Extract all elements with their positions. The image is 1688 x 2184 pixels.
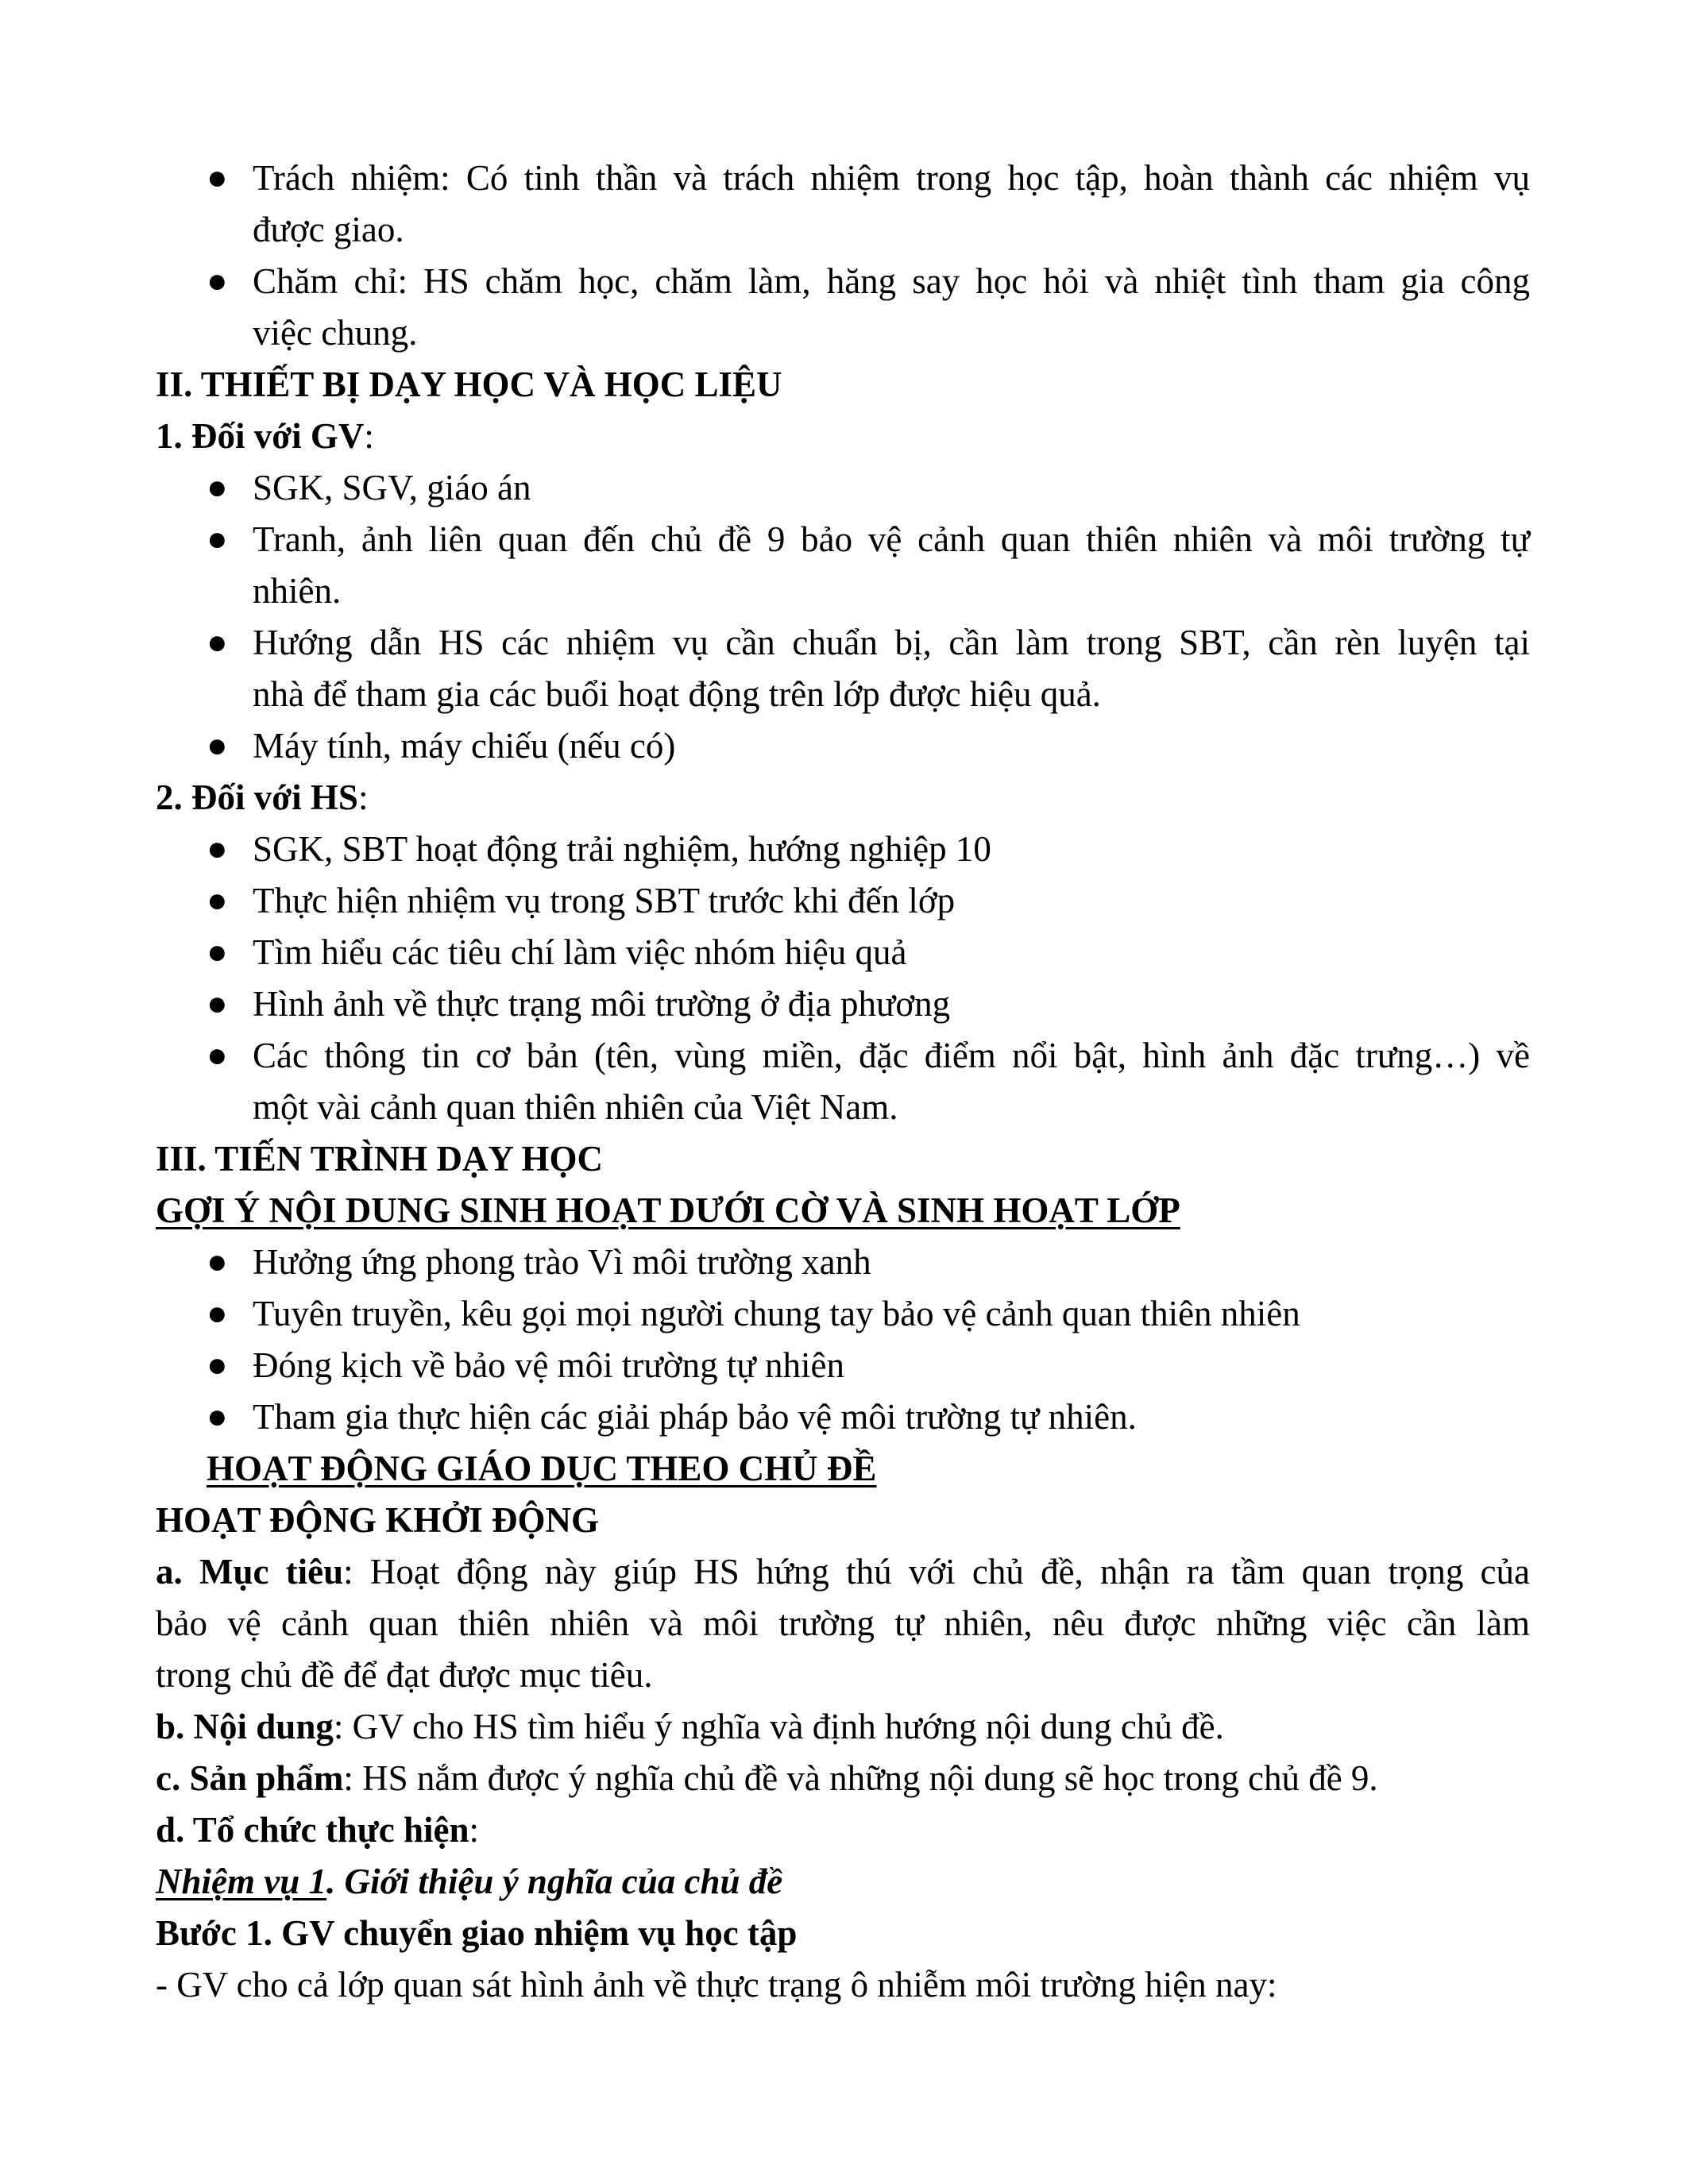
- bullet-icon: ●: [207, 468, 228, 507]
- startup-activity-heading: HOẠT ĐỘNG KHỞI ĐỘNG: [156, 1500, 599, 1540]
- bullet-icon: ●: [207, 726, 228, 765]
- content-line: [156, 1701, 1530, 1753]
- bullet-icon: ●: [207, 1036, 228, 1075]
- suggest-item: Tham gia thực hiện các giải pháp bảo vệ môi trường tự nhiên.: [253, 1397, 1137, 1437]
- suggest-item: Tuyên truyền, kêu gọi mọi người chung tay bảo vệ cảnh quan thiên nhiên: [253, 1294, 1300, 1333]
- hs-item-continued: một vài cảnh quan thiên nhiên của Việt Nam.: [253, 1087, 898, 1127]
- section-heading-equipment: II. THIẾT BỊ DẠY HỌC VÀ HỌC LIỆU: [156, 365, 782, 404]
- gv-item: Máy tính, máy chiếu (nếu có): [253, 726, 676, 766]
- bullet-icon: ●: [207, 1397, 228, 1436]
- diligence-line-2: việc chung.: [253, 313, 418, 353]
- responsibility-line-2: được giao.: [253, 210, 404, 249]
- content-label: b. Nội dung: [156, 1707, 334, 1746]
- section-heading-process: III. TIẾN TRÌNH DẠY HỌC: [156, 1139, 604, 1179]
- gv-item: Hướng dẫn HS các nhiệm vụ cần chuẩn bị, cần làm trong SBT, cần rèn luyện tại: [253, 623, 1530, 662]
- task1-label: Nhiệm vụ 1: [156, 1862, 327, 1901]
- bullet-icon: ●: [207, 1242, 228, 1281]
- hs-item: Tìm hiểu các tiêu chí làm việc nhóm hiệu quả: [253, 932, 907, 972]
- diligence-line-1: Chăm chỉ: HS chăm học, chăm làm, hăng say học hỏi và nhiệt tình tham gia công: [253, 261, 1530, 301]
- objective-text: : Hoạt động này giúp HS hứng thú với chủ đề, nhận ra tầm quan trọng của: [343, 1552, 1530, 1592]
- product-label: c. Sản phẩm: [156, 1758, 344, 1798]
- suggest-item: Hưởng ứng phong trào Vì môi trường xanh: [253, 1242, 871, 1282]
- gv-label: 1. Đối với GV: [156, 416, 365, 456]
- step1-heading: Bước 1. GV chuyển giao nhiệm vụ học tập: [156, 1913, 798, 1953]
- gv-item-continued: nhà để tham gia các buổi hoạt động trên lớp được hiệu quả.: [253, 674, 1101, 714]
- task1-heading: [156, 1856, 1530, 1908]
- objective-label: a. Mục tiêu: [156, 1552, 344, 1592]
- objective-line-1: [156, 1546, 1530, 1598]
- objective-line-3: trong chủ đề để đạt được mục tiêu.: [156, 1655, 653, 1695]
- bullet-icon: ●: [207, 881, 228, 920]
- gv-item: Tranh, ảnh liên quan đến chủ đề 9 bảo vệ cảnh quan thiên nhiên và môi trường tự: [253, 519, 1530, 559]
- bullet-icon: ●: [207, 158, 228, 197]
- organize-label: d. Tổ chức thực hiện: [156, 1810, 469, 1850]
- product-text: : HS nắm được ý nghĩa chủ đề và những nội dung sẽ học trong chủ đề 9.: [343, 1758, 1378, 1798]
- gv-item-continued: nhiên.: [253, 571, 342, 611]
- hs-item: SGK, SBT hoạt động trải nghiệm, hướng nghiệp 10: [253, 829, 991, 869]
- product-line: [156, 1753, 1530, 1804]
- content-text: : GV cho HS tìm hiểu ý nghĩa và định hướng nội dung chủ đề.: [333, 1707, 1224, 1746]
- hs-item: Thực hiện nhiệm vụ trong SBT trước khi đến lớp: [253, 881, 956, 920]
- bullet-icon: ●: [207, 1294, 228, 1333]
- hs-colon: :: [357, 778, 369, 817]
- hs-item: Các thông tin cơ bản (tên, vùng miền, đặc điểm nổi bật, hình ảnh đặc trưng…) về: [253, 1036, 1530, 1075]
- gv-colon: :: [364, 416, 374, 456]
- theme-activity-heading: HOẠT ĐỘNG GIÁO DỤC THEO CHỦ ĐỀ: [207, 1449, 877, 1488]
- hs-heading: [156, 772, 1530, 824]
- organize-line: [156, 1804, 1530, 1856]
- hs-item: Hình ảnh về thực trạng môi trường ở địa phương: [253, 984, 951, 1024]
- gv-heading: [156, 411, 1530, 462]
- organize-colon: :: [469, 1810, 479, 1850]
- suggest-item: Đóng kịch về bảo vệ môi trường tự nhiên: [253, 1345, 844, 1385]
- bullet-icon: ●: [207, 1345, 228, 1384]
- task1-title: . Giới thiệu ý nghĩa của chủ đề: [326, 1862, 783, 1901]
- bullet-icon: ●: [207, 932, 228, 971]
- hs-label: 2. Đối với HS: [156, 778, 358, 817]
- bullet-icon: ●: [207, 623, 228, 662]
- responsibility-line-1: Trách nhiệm: Có tinh thần và trách nhiệm trong học tập, hoàn thành các nhiệm vụ: [253, 158, 1530, 198]
- last-paragraph-line: - GV cho cả lớp quan sát hình ảnh về thực trạng ô nhiễm môi trường hiện nay:: [156, 1965, 1277, 2005]
- gv-item: SGK, SGV, giáo án: [253, 468, 531, 507]
- bullet-icon: ●: [207, 261, 228, 300]
- bullet-icon: ●: [207, 829, 228, 868]
- bullet-icon: ●: [207, 984, 228, 1023]
- objective-line-2: bảo vệ cảnh quan thiên nhiên và môi trường tự nhiên, nêu được những việc cần làm: [156, 1603, 1530, 1643]
- bullet-icon: ●: [207, 519, 228, 558]
- suggest-heading: GỢI Ý NỘI DUNG SINH HOẠT DƯỚI CỜ VÀ SINH HOẠT LỚP: [156, 1190, 1180, 1230]
